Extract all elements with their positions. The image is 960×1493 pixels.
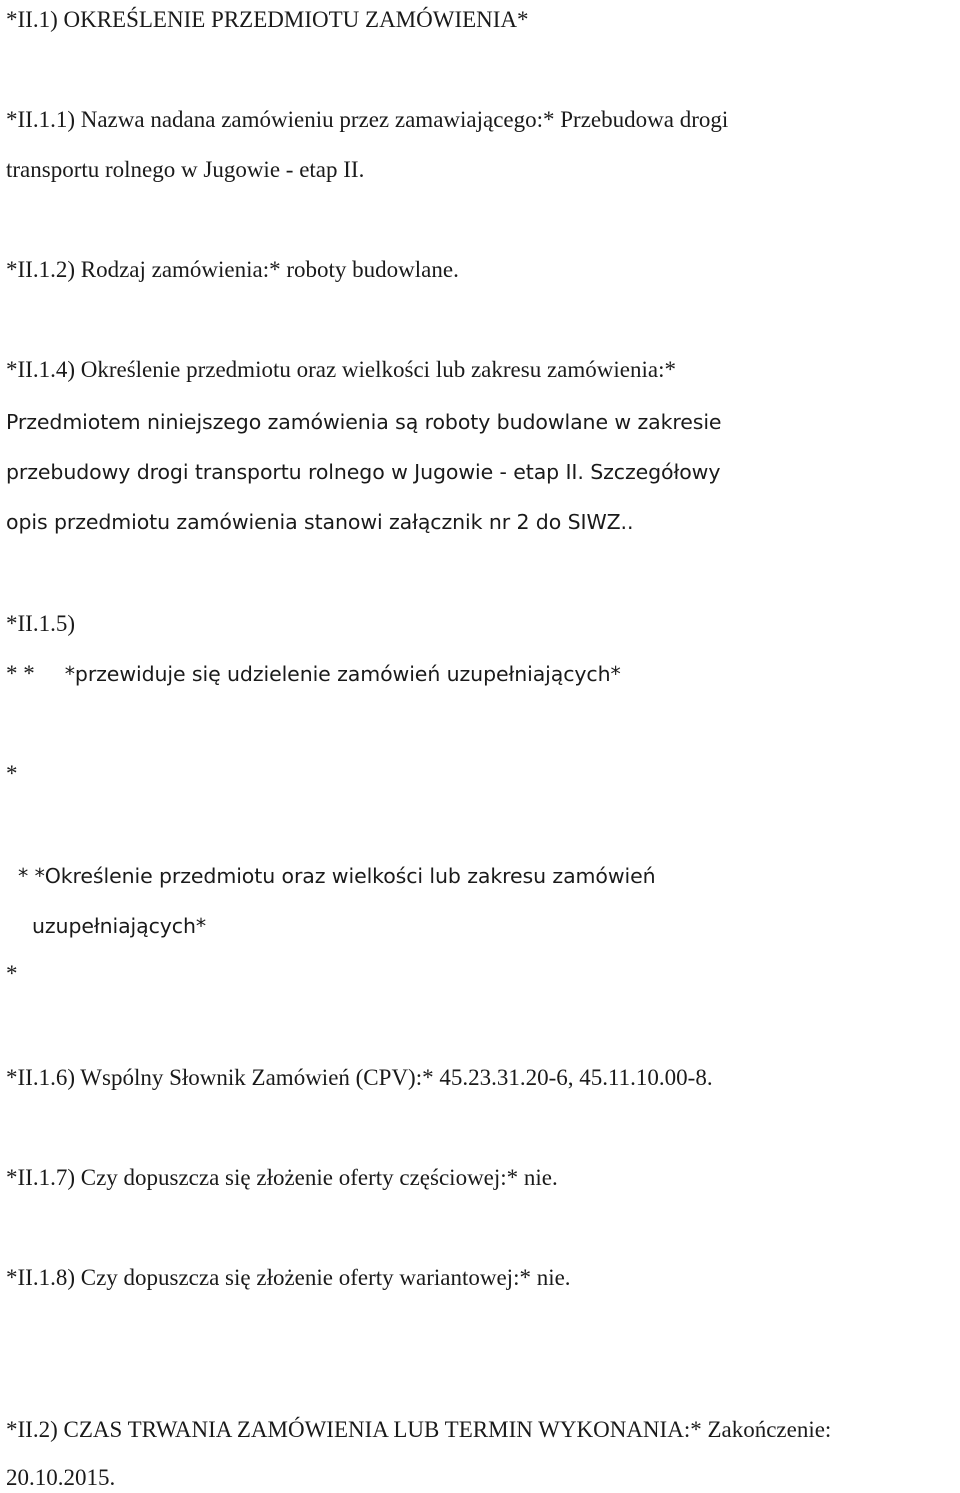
item-1-1-line-1: *II.1.1) Nazwa nadana zamówieniu przez zamawiającego:* Przebudowa drogi [6,107,729,132]
item-1-4-line-3: przebudowy drogi transportu rolnego w Jugowie - etap II. Szczegółowy [6,460,721,484]
item-1-4-line-2: Przedmiotem niniejszego zamówienia są roboty budowlane w zakresie [6,410,722,434]
item-1-4-line-1: *II.1.4) Określenie przedmiotu oraz wielkości lub zakresu zamówienia:* [6,357,676,382]
item-1-4-line-4: opis przedmiotu zamówienia stanowi załącznik nr 2 do SIWZ.. [6,510,634,534]
item-1-7: *II.1.7) Czy dopuszcza się złożenie oferty częściowej:* nie. [6,1165,558,1190]
item-1-5-option [6,662,621,685]
item-2-line-1: *II.2) CZAS TRWANIA ZAMÓWIENIA LUB TERMIN WYKONANIA:* Zakończenie: [6,1417,832,1442]
item-1-5-heading: *II.1.5) [6,611,75,636]
item-1-1-line-2: transportu rolnego w Jugowie - etap II. [6,157,365,182]
item-2-line-2: 20.10.2015. [6,1465,116,1490]
item-1-6: *II.1.6) Wspólny Słownik Zamówień (CPV):* 45.23.31.20-6, 45.11.10.00-8. [6,1065,713,1090]
item-1-8: *II.1.8) Czy dopuszcza się złożenie oferty wariantowej:* nie. [6,1265,571,1290]
item-1-5-sub-line-1: * *Określenie przedmiotu oraz wielkości lub zakresu zamówień [18,864,656,888]
item-1-5-star-2: * [6,961,18,986]
item-1-2: *II.1.2) Rodzaj zamówienia:* roboty budowlane. [6,257,459,282]
item-1-5-sub-line-2: uzupełniających* [32,914,207,938]
item-1-5-star-1: * [6,761,18,786]
item-1-5-marker: * * [6,661,35,686]
section-heading: *II.1) OKREŚLENIE PRZEDMIOTU ZAMÓWIENIA* [6,7,529,32]
item-1-5-option-text: *przewiduje się udzielenie zamówień uzupełniających* [64,662,621,686]
